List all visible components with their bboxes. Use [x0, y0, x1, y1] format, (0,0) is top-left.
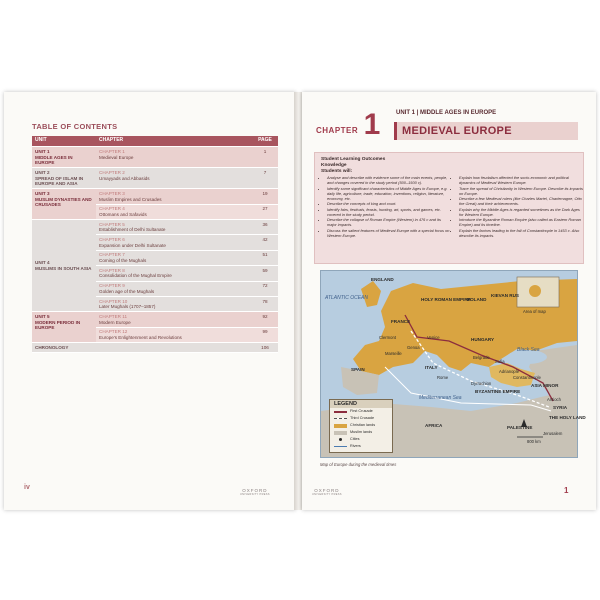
toc-chapter-cell [96, 281, 252, 296]
map-label-constantinople: Constantinople [513, 375, 541, 380]
map-label-italy: ITALY [425, 365, 438, 370]
map-legend [329, 399, 393, 453]
unit-number: UNIT 1 [35, 148, 50, 154]
legend-muslim [330, 429, 392, 436]
slo-item: • Explain the factors leading to the fall of Constantinople in 1453 c. Also describe its impacts. [459, 228, 583, 238]
slo-item: • Identify fairs, festivals, feasts, hunting, art, sports, and games, etc. covered in the study period. [327, 207, 451, 217]
legend-swatch [334, 446, 347, 447]
chapter-number: CHAPTER 1 [99, 148, 125, 154]
england-landmass [361, 281, 381, 307]
toc-chapter-cell [96, 189, 252, 204]
publisher-logo-right [312, 488, 342, 496]
map-label-dyrrachion: Dyrrachion [471, 381, 492, 386]
unit-number: UNIT 2 [35, 169, 50, 175]
chapter-page: 51 [252, 250, 278, 265]
toc-chapter-cell [96, 312, 252, 327]
map-caption: Map of Europe during the medieval times [320, 462, 397, 467]
legend-label: First Crusade [350, 409, 373, 413]
toc-row[interactable] [32, 343, 278, 353]
unit-number: UNIT 5 [35, 313, 50, 319]
map-label-rome: Rome [437, 375, 449, 380]
chapter-number: CHAPTER 8 [99, 267, 125, 273]
publisher-logo-left [240, 488, 270, 496]
toc-unit-cell [32, 147, 96, 168]
unit-title: MIDDLE AGES IN EUROPE [35, 154, 73, 166]
europe-map [320, 270, 586, 458]
slo-item: • Describe the concepts of king and court. [327, 201, 451, 206]
chapter-page: 42 [252, 235, 278, 250]
chapter-number: CHAPTER 4 [99, 206, 125, 212]
map-label-poland: POLAND [467, 297, 487, 302]
unit-title: MODERN PERIOD IN EUROPE [35, 319, 81, 331]
chapter-number: CHAPTER 3 [99, 190, 125, 196]
map-label-venice: Venice [427, 335, 440, 340]
legend-christian [330, 422, 392, 429]
toc-chapter-cell [96, 250, 252, 265]
learning-outcomes-box [314, 152, 584, 264]
toc-unit-cell [32, 220, 96, 312]
toc-header-page: PAGE [252, 136, 278, 147]
unit-title: MUSLIMS IN SOUTH ASIA [35, 265, 92, 271]
slo-item: • Analyse and describe with evidence some of the main events, people, and changes covered in the study period (500–1500 c). [327, 175, 451, 185]
page-number-right: 1 [564, 486, 569, 495]
chapter-title-large: MEDIEVAL EUROPE [394, 122, 578, 140]
chapter-title: Ottomans and Safavids [99, 211, 147, 217]
map-label-jerusalem: Jerusalem [543, 431, 563, 436]
chapter-title: Coming of the Mughals [99, 258, 147, 263]
toc-header-row [32, 136, 278, 147]
chapter-page: 78 [252, 296, 278, 311]
chapter-number-large: 1 [363, 108, 381, 141]
map-label-black-sea: Black Sea [517, 347, 540, 353]
legend-swatch [339, 438, 342, 441]
chapter-page: 27 [252, 204, 278, 219]
map-label-belgrade: Belgrade [473, 355, 490, 360]
legend-first-crusade [330, 408, 392, 415]
toc-unit-cell [32, 168, 96, 189]
chapter-number: CHAPTER 6 [99, 237, 125, 243]
map-label-africa: AFRICA [425, 423, 443, 428]
chapter-number: CHAPTER 12 [99, 329, 128, 335]
unit-title: MUSLIM DYNASTIES AND CRUSADES [35, 196, 92, 208]
map-label-area-of-map: Area of map [523, 309, 546, 314]
chapter-number: CHAPTER 5 [99, 221, 125, 227]
toc-title: TABLE OF CONTENTS [32, 122, 118, 131]
unit-line: UNIT 1 | MIDDLE AGES IN EUROPE [396, 110, 497, 116]
chapter-page: 1 [252, 147, 278, 168]
chapter-number: CHAPTER 11 [99, 313, 127, 319]
map-label-kievan-rus: KIEVAN RUS [491, 293, 519, 298]
chapter-page: 99 [252, 327, 278, 342]
map-label-antioch: Antioch [547, 397, 561, 402]
legend-swatch [334, 424, 347, 428]
legend-label: Christian lands [350, 423, 376, 427]
chapter-page: 59 [252, 266, 278, 281]
legend-label: Rivers [350, 444, 361, 448]
slo-item: • Trace the spread of Christianity in Western Europe. Describe its impacts on Europe. [459, 186, 583, 196]
legend-title: LEGEND [330, 400, 392, 408]
map-label-syria: SYRIA [553, 405, 568, 410]
chapter-number: CHAPTER 10 [99, 298, 128, 304]
chapter-page: 72 [252, 281, 278, 296]
chapter-title: Europe's Enlightenment and Revolutions [99, 334, 182, 340]
publisher-name: OXFORD [314, 488, 340, 493]
inset-highlight [529, 285, 541, 297]
chapter-title: Later Mughals (1707–1857) [99, 304, 156, 310]
toc-chapter-cell [96, 168, 252, 189]
publisher-name: OXFORD [242, 488, 268, 493]
chronology-label: CHRONOLOGY [32, 343, 252, 353]
map-label-marseille: Marseille [385, 351, 402, 356]
map-label-byzantine: BYZANTINE EMPIRE [475, 389, 521, 394]
map-label-atlantic: ATLANTIC OCEAN [325, 295, 368, 301]
open-book [4, 92, 596, 510]
legend-cities [330, 436, 392, 443]
chapter-title: Golden age of the Mughals [99, 288, 155, 294]
toc-chapter-cell [96, 204, 252, 219]
toc-header-unit: UNIT [32, 136, 96, 147]
legend-swatch [334, 418, 347, 419]
chapter-title: Umayyads and Abbasids [99, 175, 150, 181]
toc-row[interactable] [32, 147, 278, 168]
map-label-england: ENGLAND [371, 277, 394, 282]
slo-item: • Discuss the salient features of Medieval Europe with a special focus on Western Europe. [327, 228, 451, 238]
chapter-title: Establishment of Delhi Sultanate [99, 227, 166, 233]
chapter-page: 19 [252, 189, 278, 204]
slo-list-right [451, 175, 583, 239]
map-scale-label: 800 km [527, 439, 541, 444]
unit-number: UNIT 3 [35, 190, 50, 196]
chapter-number: CHAPTER 9 [99, 283, 125, 289]
map-label-asia-minor: ASIA MINOR [531, 383, 559, 388]
toc-chapter-cell [96, 147, 252, 168]
legend-label: Third Crusade [350, 416, 375, 420]
chapter-page: 92 [252, 312, 278, 327]
chapter-title: Modern Europe [99, 319, 131, 325]
slo-item: • Introduce the Byzantine Roman Empire (also called as Eastern Roman Empire) and its timeline. [459, 217, 583, 227]
legend-swatch [334, 411, 347, 413]
publisher-sub: UNIVERSITY PRESS [312, 493, 342, 496]
chapter-title: Expansion under Delhi Sultanate [99, 242, 166, 248]
toc-row[interactable] [32, 312, 278, 327]
publisher-sub: UNIVERSITY PRESS [240, 493, 270, 496]
map-label-mediterranean: Mediterranean Sea [419, 395, 462, 401]
toc-header-chapter: CHAPTER [96, 136, 252, 147]
toc-row[interactable] [32, 168, 278, 189]
chapter-number: CHAPTER 7 [99, 252, 125, 258]
map-label-spain: SPAIN [351, 367, 365, 372]
legend-third-crusade [330, 415, 392, 422]
chapter-title: Medieval Europe [99, 154, 134, 160]
slo-heading: Student Learning Outcomes [321, 157, 386, 162]
map-label-hre: HOLY ROMAN EMPIRE [421, 297, 471, 302]
chapter-page: 7 [252, 168, 278, 189]
slo-item: • Explain how feudalism affected the socio-economic and political dynamics of Medieval Western Europe. [459, 175, 583, 185]
map-label-clermont: Clermont [379, 335, 396, 340]
chapter-header [312, 106, 582, 146]
map-label-holy-land: THE HOLY LAND [549, 415, 586, 420]
toc-chapter-cell [96, 266, 252, 281]
legend-label: Cities [350, 437, 360, 441]
chapter-title: Consolidation of the Mughal Empire [99, 273, 172, 279]
slo-item: • Describe a few Medieval rulers (like Charles Martel, Charlemagne, Otto the Great) and their achievements. [459, 196, 583, 206]
slo-intro: Students will: [321, 169, 353, 174]
map-label-palestine: PALESTINE [507, 425, 533, 430]
slo-item: • Describe the collapse of Roman Empire (Western) in 476 c and its major impacts. [327, 217, 451, 227]
chapter-page: 36 [252, 220, 278, 235]
toc-chapter-cell [96, 235, 252, 250]
legend-swatch [334, 431, 347, 435]
unit-title: SPREAD OF ISLAM IN EUROPE AND ASIA [35, 175, 84, 187]
toc-chapter-cell [96, 327, 252, 342]
slo-heading-block [321, 157, 385, 175]
left-page [4, 92, 296, 510]
toc-row[interactable] [32, 220, 278, 235]
slo-list-left [319, 175, 451, 239]
slo-subheading: Knowledge [321, 163, 347, 168]
page-number-left: iv [24, 484, 30, 491]
chapter-title: Muslim Empires and Crusades [99, 196, 162, 202]
toc-chapter-cell [96, 296, 252, 311]
slo-item: • Identify some significant characteristics of Middle Ages in Europe, e.g. daily life, agriculture, trade, education, inventions, religion, literature, economy, etc. [327, 186, 451, 201]
right-page [302, 92, 596, 510]
legend-rivers [330, 443, 392, 450]
toc-row[interactable] [32, 189, 278, 204]
chapter-word: CHAPTER [316, 126, 359, 135]
map-label-sofia: Sofia [495, 359, 505, 364]
toc-unit-cell [32, 189, 96, 220]
toc-unit-cell [32, 312, 96, 343]
slo-item: • Explain why the Middle Ages is regarded sometimes as the Dark Ages for Western Europe. [459, 207, 583, 217]
chapter-number: CHAPTER 2 [99, 169, 125, 175]
chronology-page: 106 [252, 343, 278, 353]
legend-label: Muslim lands [350, 430, 373, 434]
map-label-france: FRANCE [391, 319, 411, 324]
toc-chapter-cell [96, 220, 252, 235]
unit-number: UNIT 4 [35, 260, 50, 266]
map-label-adrianople: Adrianople [499, 369, 520, 374]
map-label-genoa: Genoa [407, 345, 420, 350]
map-label-hungary: HUNGARY [471, 337, 495, 342]
toc-table [32, 136, 278, 353]
